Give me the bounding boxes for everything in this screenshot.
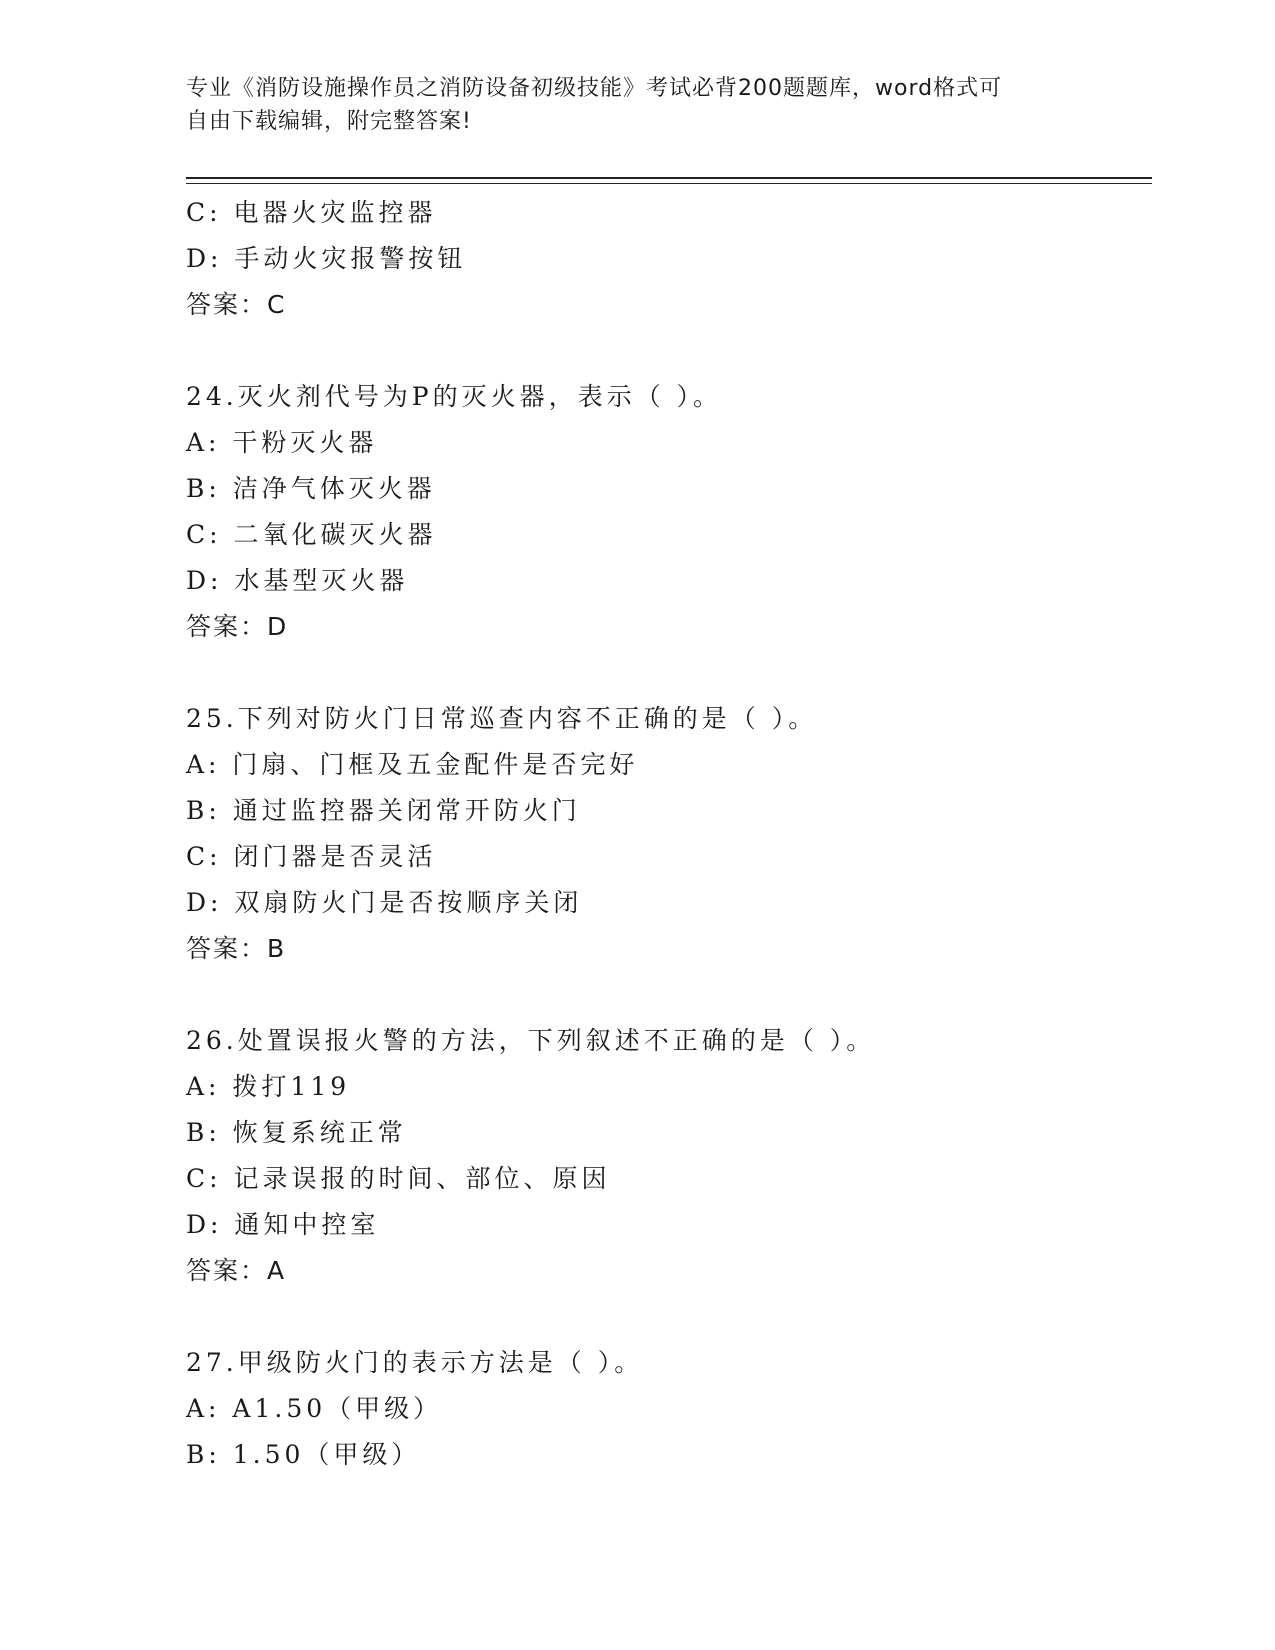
header-title-line-2: 自由下载编辑，附完整答案! (186, 109, 472, 134)
answer-line: 答案：B (186, 934, 287, 963)
question-25 (186, 696, 1146, 972)
answer-line: 答案：A (186, 1256, 287, 1285)
question-24 (186, 374, 1146, 650)
header-divider-thin (186, 183, 1152, 184)
answer-line: 答案：C (186, 290, 287, 319)
question-27 (186, 1340, 1146, 1478)
question-stem: 27.甲级防火门的表示方法是（ ）。 (186, 1348, 644, 1377)
option-c: C: 记录误报的时间、部位、原因 (186, 1164, 611, 1193)
option-b: B: 通过监控器关闭常开防火门 (186, 796, 581, 825)
spacer (186, 328, 1146, 374)
spacer (186, 650, 1146, 696)
question-stem: 24.灭火剂代号为P的灭火器，表示（ ）。 (186, 382, 723, 411)
question-stem: 25.下列对防火门日常巡查内容不正确的是（ ）。 (186, 704, 818, 733)
option-c: C: 二氧化碳灭火器 (186, 520, 437, 549)
option-a: A: 门扇、门框及五金配件是否完好 (186, 750, 639, 779)
option-b: B: 1.50（甲级） (186, 1440, 421, 1469)
question-26 (186, 1018, 1146, 1294)
header-title-line-1: 专业《消防设施操作员之消防设备初级技能》考试必背200题题库，word格式可 (186, 76, 1003, 101)
option-a: A: 干粉灭火器 (186, 428, 378, 457)
option-a: A: 拨打119 (186, 1072, 351, 1101)
option-d: D: 双扇防火门是否按顺序关闭 (186, 888, 583, 917)
header-divider-thick (186, 177, 1152, 179)
question-list (186, 190, 1146, 1478)
question-stem: 26.处置误报火警的方法，下列叙述不正确的是（ ）。 (186, 1026, 876, 1055)
answer-line: 答案：D (186, 612, 289, 641)
option-b: B: 洁净气体灭火器 (186, 474, 436, 503)
option-d: D: 通知中控室 (186, 1210, 380, 1239)
spacer (186, 1294, 1146, 1340)
option-d: D: 手动火灾报警按钮 (186, 244, 467, 273)
document-header (186, 72, 1086, 138)
spacer (186, 972, 1146, 1018)
option-b: B: 恢复系统正常 (186, 1118, 407, 1147)
option-d: D: 水基型灭火器 (186, 566, 409, 595)
question-23-continued (186, 190, 1146, 328)
option-c: C: 闭门器是否灵活 (186, 842, 437, 871)
option-c: C: 电器火灾监控器 (186, 198, 437, 227)
option-a: A: A1.50（甲级） (186, 1394, 443, 1423)
